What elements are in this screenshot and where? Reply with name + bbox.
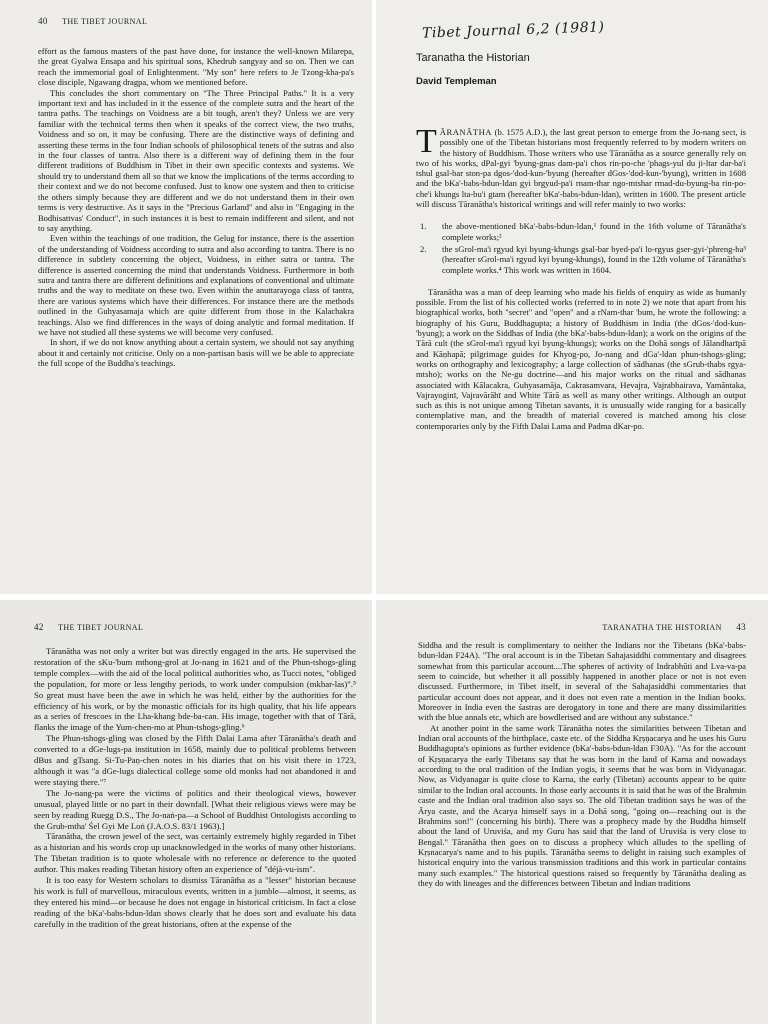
page-43 (376, 600, 768, 1024)
works-list (416, 221, 746, 274)
list-number: 1. (420, 221, 427, 232)
list-text: the above-mentioned bKa'-babs-bdun-ldan,¹ found in the 16th volume of Tāranātha's complete works;² (442, 221, 746, 242)
running-head (38, 16, 354, 26)
page-40 (0, 0, 372, 594)
list-item (416, 221, 746, 242)
list-number: 2. (420, 243, 427, 254)
journal-title: THE TIBET JOURNAL (62, 17, 148, 26)
paragraph: Tāranātha was a man of deep learning who made his fields of enquiry as wide as humanly possible. From the list of his collected works (referred to in note 2) we note that apart from his biographical works, both "secret" and "open" and a rNam-thar 'bum, he wrote the following: a biography of his Guru, Buddhagupta; a history of Buddhism in India (the dGos-'dod-kun-'byung); a work on the Siddhas of India (the bKa'-babs-bdun-ldan); a work on the origins of the Tārā cult (the sGrol-ma'i rgyud kyi byung-khungs); works on the Dohā songs of Jālandharīpā and Kāṇhapā; pilgrimage guides for Khyog-po, Jo-nang and dGa'-ldan phun-tshogs-gling; works on orthography and lexicography; a large collection of sādhanas (the sGrub-thabs rgya-mtsho); works on the Ne-gu doctrine—and his major works on the ritual and sādhanas associated with Kālacakra, Guhyasamāja, Cakrasamvara, Hevajra, Vajrabhairava, Yamāntaka, Vajrayoginī, Vajravārāhī and White Tārā as well as many other writings. Although an output such as this is not unique among Tibetan savants, it is unusually wide ranging for a basically contemplative man, and the breadth of material covered is matched among his close contemporaries only by the Fifth Dalai Lama and Padma dKar-po. (416, 286, 746, 431)
paragraph: It is too easy for Western scholars to dismiss Tāranātha as a "lesser" historian because his work is full of marvellous, miraculous events, written in a jumble—almost, it seems, as they entered his mind—or because he does not engage in historical criticism. In fact a close reading of the bKa'-babs-bdun-ldan shows clearly that he does sort and evaluate his data carefully in the tradition of the great historians, often at the expense of the (34, 875, 356, 929)
intro-paragraph (416, 123, 746, 210)
body-text (38, 46, 354, 369)
drop-cap: T (416, 123, 437, 160)
page-number: 42 (34, 622, 44, 632)
list-text: the sGrol-ma'i rgyud kyi byung-khungs gsal-bar byed-pa'i lo-rgyus gser-gyi-'phreng-ba³ (hereafter sGrol-ma'i rgyud kyi byung-khungs), found in the 12th volume of Tāranātha's complete works.⁴ This work was written in 1604. (442, 243, 746, 275)
intro-lead: ĀRANĀTHA (439, 127, 492, 137)
paragraph: effort as the famous masters of the past have done, for instance the well-known Milarepa, the great Gyalwa Ensapa and his spiritual sons, Khedrub sangyay and so on. Then we can reach the immemorial goal of Enlightenment. "My son" here refers to Je Tzong-kha-pa's close disciple, Ngawang dragpa, whom we mentioned before. (38, 46, 354, 88)
page-number: 40 (38, 16, 48, 26)
article-running-title: TARANATHA THE HISTORIAN (602, 623, 722, 632)
running-head (34, 622, 356, 632)
paragraph: Tāranātha, the crown jewel of the sect, was certainly extremely highly regarded in Tibet as a historian and his words crop up unacknowledged in the works of many other historians. The Tibetan tradition is to quote wholesale with no reference or deference to the quoted author. This makes reading Tibetan history often an experience of "déjà-vu-ism". (34, 831, 356, 875)
paragraph: Even within the teachings of one tradition, the Gelug for instance, there is the assertion of the understanding of Voidness according to sutra and also according to tantra. There is no difference in subtlety concerning the object, Voidness, in either sutra or tantra. The difference is asserted concerning the mind that understands Voidness. Furthermore in both sutra and tantra there are different definitions and explanations of conventional and ultimate truths and the way to meditate on these two. Even within the anuttarayoga class of tantra, there are various systems which have their differences. For instance there are the methods outlined in the Guhyasamaja which are quite different from those in the Kalachakra teachings. Also we find differences in the ways of doing analytic and formal meditation. If we have not studied all these systems we will become very confused. (38, 233, 354, 337)
page-number: 43 (736, 622, 746, 632)
intro-text: (b. 1575 A.D.), the last great person to emerge from the Jo-nang sect, is possibly one of the Tibetan historians most frequently referred to by modern writers on the history of Buddhism. Those writers who use Tāranātha as a source generally rely on two of his works, dPal-gyi 'byung-gnas dam-pa'i chos rin-po-che 'phags-yul du ji-ltar dar-ba'i tshul gsal-bar ston-pa dgos-'dod-kun-'byung (hereafter dGos-'dod-kun-'byung), written in 1608 and the bKa'-babs-bdun-ldan gyi brgyud-pa'i rnam-thar ngo-mtshar rmad-du-byung-ba rin-po-che'i khungs lta-bu'i gtam (hereafter bKa'-babs-bdun-ldan), written in 1600. The present article will discuss Tāranātha's historical writings and will refer mainly to two works: (416, 127, 746, 210)
paragraph: Tāranātha was not only a writer but was directly engaged in the arts. He supervised the restoration of the sKu-'bum mthong-grol at Jo-nang in 1621 and of the Phun-tshogs-gling temple complex—with the aid of the local political authorities who, as Tucci notes, "obliged the population, for more or less lengthy periods, to work under compulsion (mkhar-las)".⁵ So great must have been the awe in which he was held, either by the authorities for the efficiency of his work, or by the monastic officials for its high quality, that his life appears as a series of frescoes in the Lha-khang bde-ba-can. His image, together with that of Tārā, flanks the image of the Yum-chen-mo at Phun-tshogs-gling.⁶ (34, 646, 356, 733)
article-title: Taranatha the Historian (416, 52, 530, 64)
page-41 (376, 0, 768, 594)
list-item (416, 244, 746, 275)
body-text (34, 646, 356, 930)
body-text (416, 123, 746, 431)
paragraph: This concludes the short commentary on "The Three Principal Paths." It is a very important text and has included in it the essence of the complete sutra and the heart of the tantra paths. The teachings on Voidness are a bit tough, aren't they? Unless we are very familiar with the technical terms then when it speaks of the correct view, the two truths, Voidness and so on, it may be confusing. There are the distinctive ways of defining and asserting these terms in the four Indian schools of philosophical tenets of the sutras and also in the four classes of tantra. Also there is a different way of defining them in the four different traditions of Buddhism in Tibet in their own specific contexts and systems. We should try to understand them all so that we know the implications of the terms according to their context and we do not become confused. Just to know one system and then to criticise the others simply because they are different and we do not understand them in their own terms is very destructive. As it says in the "Precious Garland" and also in "Engaging in the Bodhisattvas' Conduct", in such instances it is best to remain indifferent and silent, and not to say anything. (38, 87, 354, 233)
body-text (418, 640, 746, 888)
running-head (418, 622, 746, 632)
paragraph: The Phun-tshogs-gling was closed by the Fifth Dalai Lama after Tāranātha's death and converted to a dGe-lugs-pa institution in 1658, mainly due to political problems between dBus and gTsang. Si-Tu-Paṇ-chen notes in his diaries that on his visit there in 1723, although it was "a dGe-lugs dialectical college some old monks had not abandoned it and were staying there."⁷ (34, 733, 356, 787)
paragraph: The Jo-nang-pa were the victims of politics and their theological views, however unusual, played little or no part in their downfall. [What their religious views were may be seen by reading Ruegg D.S., The Jo-naṅ-pa—a School of Buddhist Ontologists according to the Grub-mtha' Śel Gyi Me Loṅ (J.A.O.S. 83/1 1963).] (34, 787, 356, 831)
author: David Templeman (416, 76, 497, 87)
journal-title: THE TIBET JOURNAL (58, 623, 144, 632)
paragraph: In short, if we do not know anything about a certain system, we should not say anything about it and certainly not criticise. Only on a non-partisan basis will we be able to appreciate the full scope of the Buddha's teachings. (38, 337, 354, 369)
paragraph: At another point in the same work Tāranātha notes the similarities between Tibetan and Indian oral accounts of the birthplace, caste etc. of the Siddha Kṛṣṇacarya and he uses his Guru Buddhagupta's opinions as further evidence (bKa'-babs-bdun-ldan F30A). "As for the account of Kṛṣṇacarya the early Tibetans say that he was born in the land of Karna and nowadays according to the oral tradition of the Indian yogis, it seems that he was born in Vidyanagar. Now, as Vidyanagar is quite close to Karna, the early (Tibetan) accounts appear to be quite similar to the Indian oral accounts. In those early accounts it is said that he was of the Brahmin caste and the Indian oral tradition also says so. The old Tibetan tradition says he was of the Ārya caste, and the Acarya himself says in a Dohā song, "going on—reaching out is the Brahmins son!" (concerning his birth). There was a prophecy made by the Buddha himself about the land of Uruviśa, and my Guru has said that the land of Uruviśa is very close to Bengal." Tāranātha then goes on to discuss a prophecy which alludes to the spelling of Kṛṣnacarya's name and to his pupils. Tāranātha seems to delight in raising such examples of historical enquiry into the various transmission traditions and this work in particular contains many such examples." The historical questions raised so frequently by Tāranātha dealing as they do with lineages and the differences between Tibetan and Indian traditions (418, 722, 746, 888)
page-42 (0, 600, 372, 1024)
handwritten-note: Tibet Journal 6,2 (1981) (421, 19, 605, 42)
paragraph: Siddha and the result is complimentary to neither the Indians nor the Tibetans (bKa'-babs-bdun-ldan F24A). "The oral account is in the Tibetan Sahajasiddhi commentary and disagrees somewhat from this particular account....The spheres of activity of Indrabhūti and Lva-va-pa seem to coincide, but whether it all possibly happened in another place or not is not even discussed. Furthermore, in Tibet itself, in several of the Sahajasiddhi commentaries that particular account does not appear, and it does not even rate a mention in the Indian books. Moreover in India even the śastras are derogatory in tone and there are many dissimilarities with the blue annals etc, which are bowdlerised and are without any substance." (418, 640, 746, 723)
